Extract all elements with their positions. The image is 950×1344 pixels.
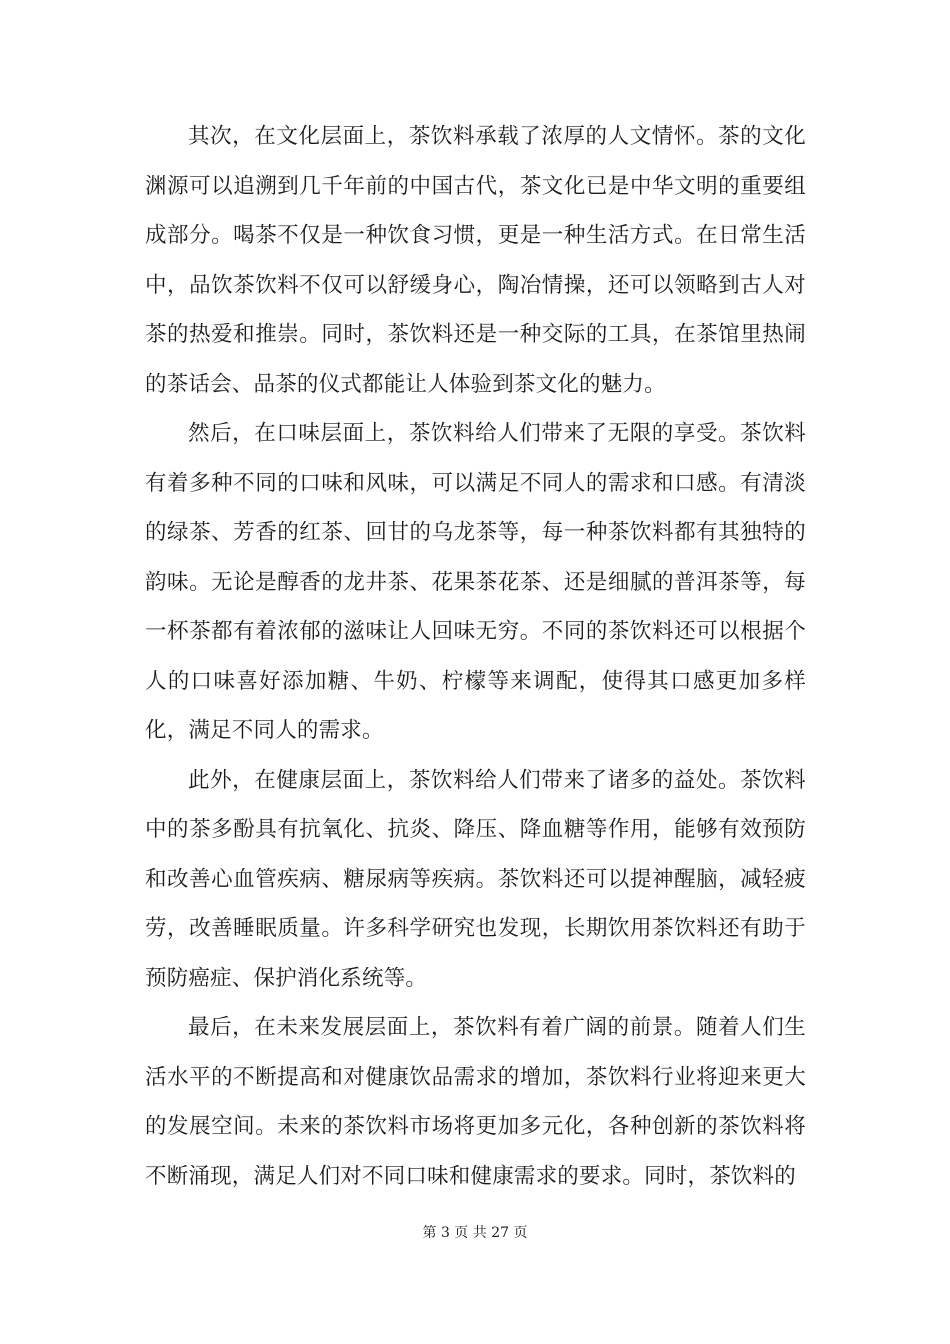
document-body [145, 112, 806, 1201]
paragraph-future: 最后，在未来发展层面上，茶饮料有着广阔的前景。随着人们生活水平的不断提高和对健康饮品需求的增加，茶饮料行业将迎来更大的发展空间。未来的茶饮料市场将更加多元化，各种创新的茶饮料将不断涌现，满足人们对不同口味和健康需求的要求。同时，茶饮料的 [145, 1015, 806, 1189]
paragraph-taste: 然后，在口味层面上，茶饮料给人们带来了无限的享受。茶饮料有着多种不同的口味和风味，可以满足不同人的需求和口感。有清淡的绿茶、芳香的红茶、回甘的乌龙茶等，每一种茶饮料都有其独特的韵味。无论是醇香的龙井茶、花果茶花茶、还是细腻的普洱茶等，每一杯茶都有着浓郁的滋味让人回味无穷。不同的茶饮料还可以根据个人的口味喜好添加糖、牛奶、柠檬等来调配，使得其口感更加多样化，满足不同人的需求。 [145, 421, 806, 743]
paragraph-culture: 其次，在文化层面上，茶饮料承载了浓厚的人文情怀。茶的文化渊源可以追溯到几千年前的中国古代，茶文化已是中华文明的重要组成部分。喝茶不仅是一种饮食习惯，更是一种生活方式。在日常生活中，品饮茶饮料不仅可以舒缓身心，陶冶情操，还可以领略到古人对茶的热爱和推崇。同时，茶饮料还是一种交际的工具，在茶馆里热闹的茶话会、品茶的仪式都能让人体验到茶文化的魅力。 [145, 124, 806, 397]
page-number-footer: 第 3 页 共 27 页 [422, 1225, 528, 1241]
paragraph-health: 此外，在健康层面上，茶饮料给人们带来了诸多的益处。茶饮料中的茶多酚具有抗氧化、抗炎、降压、降血糖等作用，能够有效预防和改善心血管疾病、糖尿病等疾病。茶饮料还可以提神醒脑，减轻疲劳，改善睡眠质量。许多科学研究也发现，长期饮用茶饮料还有助于预防癌症、保护消化系统等。 [145, 767, 806, 991]
